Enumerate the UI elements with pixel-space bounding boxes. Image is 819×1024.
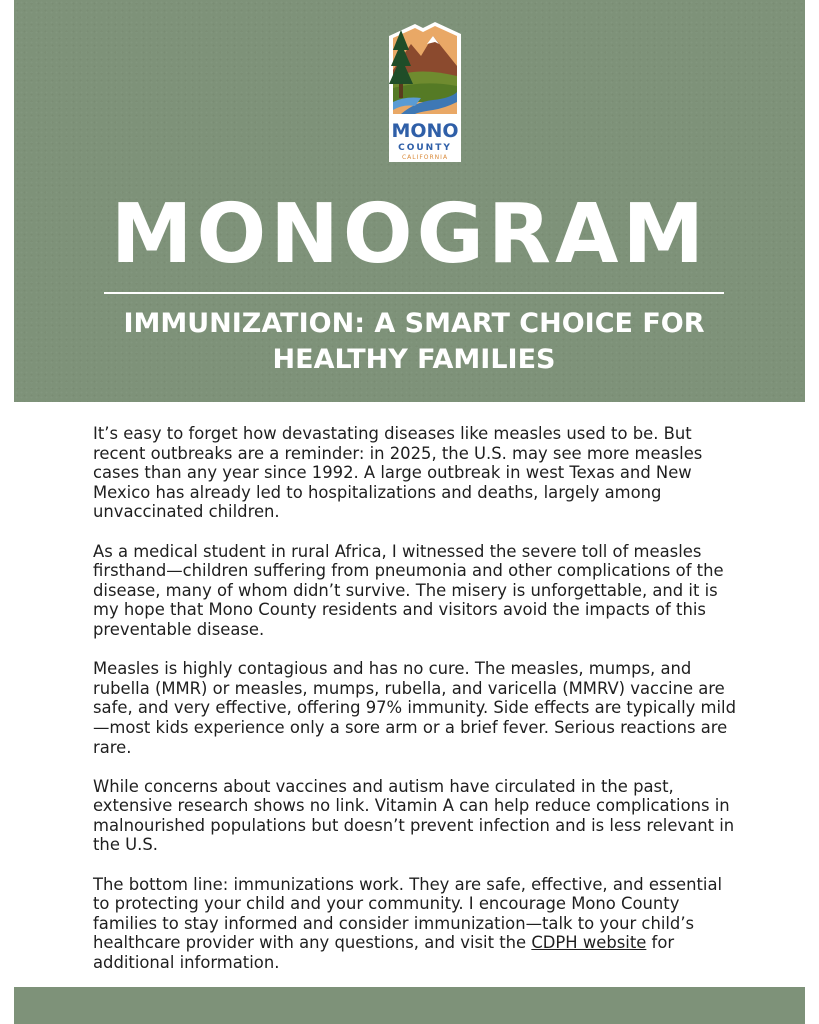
subtitle-line-1: IMMUNIZATION: A SMART CHOICE FOR [123,308,705,339]
subtitle-line-2: HEALTHY FAMILIES [272,344,556,375]
footer-bar [14,987,805,1024]
mono-county-logo-icon [375,22,471,162]
article-body [93,424,743,992]
paragraph-3: Measles is highly contagious and has no cure. The measles, mumps, and rubella (MMR) or measles, mumps, rubella, and varicella (MMRV) vaccine are safe, and very effective, offering 97% immunity. Side effects are typically mild—most kids experience only a sore arm or a brief fever. Serious reactions are rare. [93,659,737,757]
paragraph-2: As a medical student in rural Africa, I witnessed the severe toll of measles firsthand—children suffering from pneumonia and other complications of the disease, many of whom didn’t survive. The misery is unforgettable, and it is my hope that Mono County residents and visitors avoid the impacts of this preventable disease. [93,541,724,639]
paragraph-4: While concerns about vaccines and autism have circulated in the past, extensive research shows no link. Vitamin A can help reduce complications in malnourished populations but doesn’t prevent infection and is less relevant in the U.S. [93,776,735,855]
header-banner [14,0,805,402]
article-subtitle [74,306,754,378]
masthead-title: MONOGRAM [110,187,709,282]
cdph-website-link[interactable]: CDPH website [531,933,647,953]
paragraph-5-end: for additional information. [93,933,675,973]
header-divider [104,292,724,294]
logo-text-mono: MONO [391,120,459,142]
paragraph-1: It’s easy to forget how devastating diseases like measles used to be. But recent outbreaks are a reminder: in 2025, the U.S. may see more measles cases than any year since 1992. A large outbreak in west Texas and New Mexico has already led to hospitalizations and deaths, largely among unvaccinated children. [93,424,703,522]
logo-text-california: CALIFORNIA [401,154,449,161]
paragraph-5 [93,875,743,973]
paragraph-5-text: The bottom line: immunizations work. They are safe, effective, and essential to protecting your child and your community. I encourage Mono County families to stay informed and consider immunization—talk to your child’s healthcare provider with any questions, and visit the [93,874,723,953]
logo-text-county: COUNTY [398,143,452,153]
